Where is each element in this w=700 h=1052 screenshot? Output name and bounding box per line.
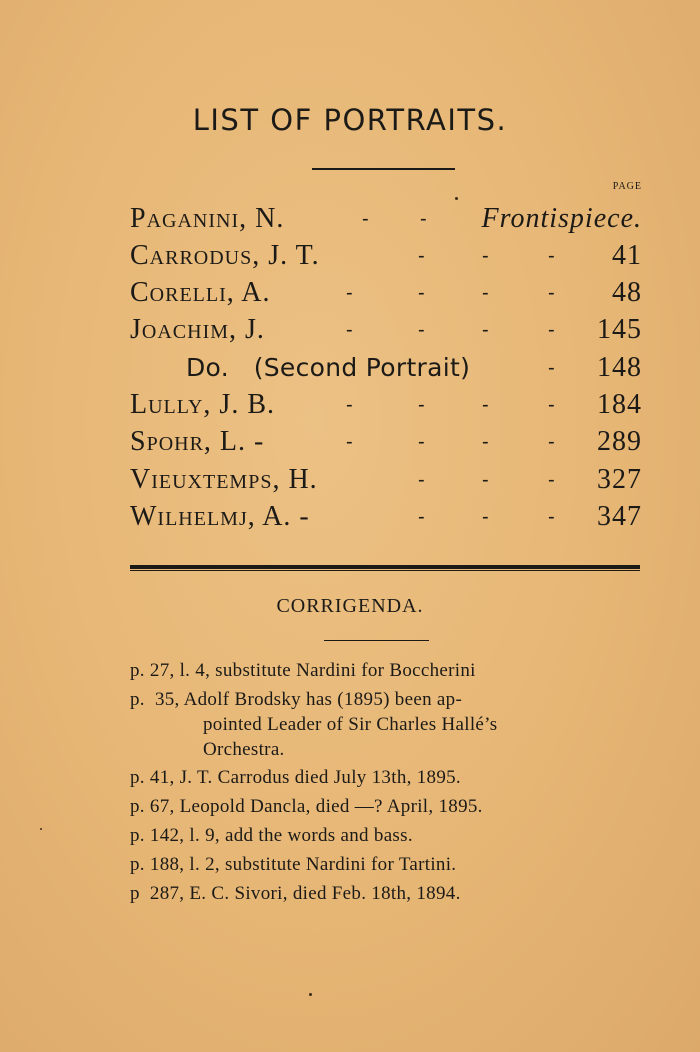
- paper-speck: [40, 828, 42, 830]
- corrigendum-line: p. 188, l. 2, substitute Nardini for Tartini.: [130, 854, 457, 875]
- portrait-page: 184: [597, 389, 642, 420]
- portrait-name: Vieuxtemps, H.: [130, 464, 318, 495]
- portrait-name: Corelli, A.: [130, 277, 271, 308]
- leader-dash: -: [346, 319, 354, 341]
- corrigendum-line: p. 27, l. 4, substitute Nardini for Boccherini: [130, 660, 476, 681]
- corrigendum-line: pointed Leader of Sir Charles Hallé’s: [203, 714, 498, 735]
- corrigendum-line: p. 67, Leopold Dancla, died —? April, 1895.: [130, 796, 483, 817]
- portrait-page: 148: [597, 352, 642, 383]
- portrait-row: [130, 350, 642, 386]
- portrait-page: 41: [612, 240, 642, 271]
- portrait-name: Lully, J. B.: [130, 389, 275, 420]
- portrait-row: [130, 312, 642, 348]
- leader-dash: -: [548, 431, 556, 453]
- portrait-name: Paganini, N.: [130, 203, 285, 234]
- leader-dash: -: [362, 208, 370, 230]
- leader-dash: -: [548, 282, 556, 304]
- portrait-name: Do. (Second Portrait): [186, 353, 471, 382]
- title-rule: [312, 168, 455, 170]
- corrigendum-line: p. 142, l. 9, add the words and bass.: [130, 825, 413, 846]
- portrait-row: [130, 387, 642, 423]
- portrait-row: [130, 424, 642, 460]
- leader-dash: -: [548, 394, 556, 416]
- leader-dash: -: [548, 319, 556, 341]
- portrait-page: 327: [597, 464, 642, 495]
- leader-dash: -: [548, 245, 556, 267]
- corrigendum-line: p. 35, Adolf Brodsky has (1895) been ap-: [130, 689, 463, 710]
- leader-dash: -: [548, 506, 556, 528]
- leader-dash: -: [346, 394, 354, 416]
- portrait-page: 289: [597, 426, 642, 457]
- leader-dash: -: [482, 469, 490, 491]
- section-divider: [130, 565, 640, 569]
- page-column-heading: PAGE: [612, 181, 642, 192]
- leader-dash: -: [418, 506, 426, 528]
- leader-dash: -: [482, 431, 490, 453]
- corrigenda-title: CORRIGENDA.: [276, 595, 424, 617]
- leader-dash: -: [482, 319, 490, 341]
- portrait-row: [130, 238, 642, 274]
- corrigendum-line: Orchestra.: [203, 739, 285, 760]
- leader-dash: -: [346, 282, 354, 304]
- paper-speck: [309, 993, 312, 996]
- leader-dash: -: [418, 282, 426, 304]
- leader-dash: -: [482, 245, 490, 267]
- portrait-page: Frontispiece.: [481, 203, 642, 234]
- paper-speck: [455, 197, 458, 200]
- portrait-page: 145: [597, 314, 642, 345]
- leader-dash: -: [482, 394, 490, 416]
- portrait-page: 347: [597, 501, 642, 532]
- leader-dash: -: [482, 506, 490, 528]
- leader-dash: -: [418, 245, 426, 267]
- leader-dash: -: [482, 282, 490, 304]
- page-title: LIST OF PORTRAITS.: [192, 103, 508, 137]
- leader-dash: -: [418, 431, 426, 453]
- portrait-name: Wilhelmj, A. -: [130, 501, 310, 532]
- corrigendum-line: p 287, E. C. Sivori, died Feb. 18th, 1894.: [130, 883, 461, 904]
- corrigenda-rule: [324, 640, 429, 641]
- leader-dash: -: [548, 469, 556, 491]
- leader-dash: -: [548, 357, 556, 379]
- portrait-name: Spohr, L. -: [130, 426, 265, 457]
- leader-dash: -: [346, 431, 354, 453]
- portrait-page: 48: [612, 277, 642, 308]
- portrait-row: [130, 275, 642, 311]
- leader-dash: -: [418, 394, 426, 416]
- portrait-name: Joachim, J.: [130, 314, 265, 345]
- portrait-row: [130, 201, 642, 237]
- leader-dash: -: [420, 208, 428, 230]
- section-divider-thin: [130, 570, 640, 571]
- leader-dash: -: [418, 469, 426, 491]
- leader-dash: -: [418, 319, 426, 341]
- portrait-row: [130, 499, 642, 535]
- portrait-row: [130, 462, 642, 498]
- corrigendum-line: p. 41, J. T. Carrodus died July 13th, 1895.: [130, 767, 461, 788]
- portrait-name: Carrodus, J. T.: [130, 240, 320, 271]
